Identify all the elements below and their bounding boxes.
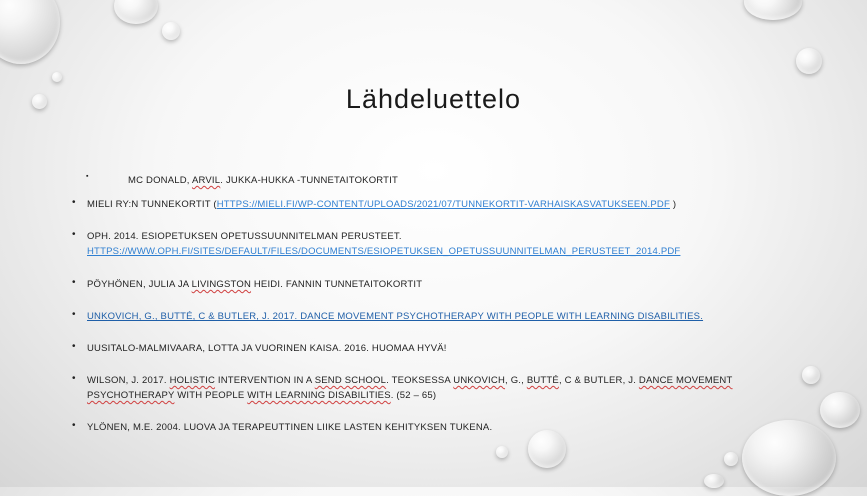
reference-link[interactable]: HTTPS://WWW.OPH.FI/SITES/DEFAULT/FILES/DOCUMENTS/ESIOPETUKSEN_OPETUSSUUNNITELMAN_PERUSTEET_2014.PDF [87, 246, 681, 257]
reference-text: SEND SCHOOL [314, 375, 387, 386]
reference-text: , C & BUTLER, J. [558, 375, 639, 386]
reference-text: HEIDI. FANNIN TUNNETAITOKORTIT [251, 279, 423, 290]
reference-text: HOLISTIC [169, 375, 216, 386]
bullet-marker: • [72, 373, 76, 384]
bullet-marker: • [72, 197, 76, 208]
reference-text: WITH PEOPLE [174, 390, 248, 401]
bullet-marker: ▪ [86, 173, 89, 180]
reference-text: DANCE MOVEMENT [638, 375, 733, 386]
reference-text: . TEOKSESSA [386, 375, 454, 386]
reference-link[interactable]: UNKOVICH, G., BUTTÉ, C & BUTLER, J. 2017. DANCE MOVEMENT PSYCHOTHERAPY WITH PEOPLE WITH LEARNING DISABILITIES. [87, 311, 704, 322]
reference-text: OPH. 2014. ESIOPETUKSEN OPETUSSUUNNITELMAN PERUSTEET. [87, 231, 402, 242]
bullet-marker: • [72, 420, 76, 431]
reference-link[interactable]: HTTPS://MIELI.FI/WP-CONTENT/UPLOADS/2021/07/TUNNEKORTIT-VARHAISKASVATUKSEEN.PDF [216, 199, 670, 210]
reference-text: MC DONALD, [128, 175, 192, 186]
reference-text: ARVIL [191, 175, 221, 186]
bullet-marker: • [72, 341, 76, 352]
reference-text: WITH LEARNING DISABILITIES [247, 390, 391, 401]
reference-text: BUTTÉ [526, 375, 559, 386]
reference-item [87, 197, 676, 212]
reference-text: . (52 – 65) [390, 390, 437, 401]
bullet-marker: • [72, 277, 76, 288]
reference-item [87, 373, 767, 403]
reference-item: UUSITALO-MALMIVAARA, LOTTA JA VUORINEN KAISA. 2016. HUOMAA HYVÄ! [87, 343, 447, 354]
reference-item: YLÖNEN, M.E. 2004. LUOVA JA TERAPEUTTINEN LIIKE LASTEN KEHITYKSEN TUKENA. [87, 422, 493, 433]
reference-text: INTERVENTION IN A [215, 375, 315, 386]
bullet-marker: • [72, 309, 76, 320]
reference-text: . JUKKA-HUKKA -TUNNETAITOKORTIT [220, 175, 399, 186]
reference-item [87, 277, 422, 292]
reference-text: LIVINGSTON [191, 279, 252, 290]
bullet-marker: • [72, 229, 76, 240]
slide-title: Lähdeluettelo [345, 84, 522, 114]
reference-item [87, 309, 703, 324]
reference-item [128, 173, 398, 188]
reference-item [87, 229, 680, 259]
reference-text: , G., [505, 375, 527, 386]
reference-text: PÖYHÖNEN, JULIA JA [87, 279, 192, 290]
reference-text: MIELI RY:N TUNNEKORTIT ( [87, 199, 217, 210]
reference-text: UNKOVICH [453, 375, 506, 386]
reference-text: PSYCHOTHERAPY [87, 390, 175, 401]
reference-text: WILSON, J. 2017. [87, 375, 170, 386]
reference-text: ) [669, 199, 677, 210]
